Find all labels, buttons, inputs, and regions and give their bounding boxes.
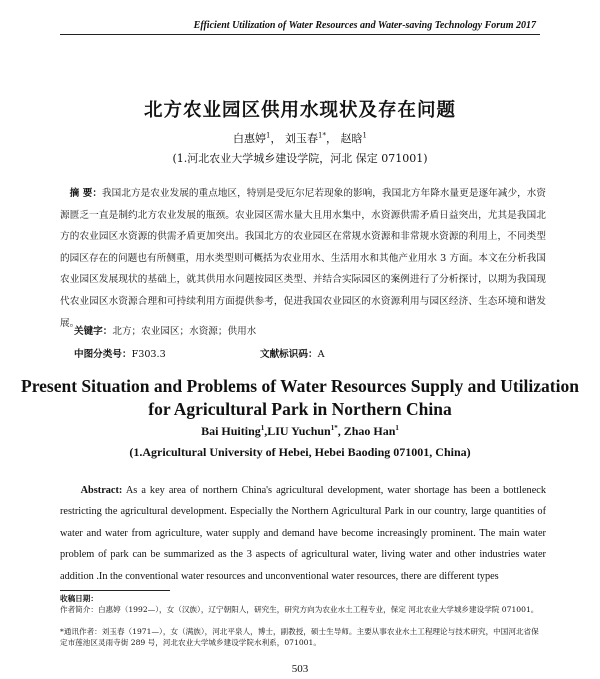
author-affil-mark: 1: [362, 131, 367, 140]
chinese-affiliation: (1.河北农业大学城乡建设学院，河北 保定 071001): [172, 152, 428, 165]
running-header: [60, 18, 540, 35]
author-name: , Zhao Han: [337, 424, 396, 438]
received-date: 收稿日期：: [60, 594, 98, 603]
author-affil-mark: 1*: [318, 131, 326, 140]
author-name: ,LIU Yuchun: [264, 424, 331, 438]
chinese-keywords: [74, 323, 256, 337]
keywords-text: 北方；农业园区；水资源；供用水: [112, 326, 257, 337]
chinese-abstract: [60, 183, 546, 334]
chinese-authors: 白惠婷$^1$， 刘玉春$^{1*}$， 赵晗$^1$: [233, 131, 367, 145]
abstract-label: 摘 要：: [69, 188, 103, 199]
document-code: [260, 346, 325, 360]
doc-code-value: A: [317, 349, 325, 360]
english-title-line: Present Situation and Problems of Water Resources Supply and Utilization: [21, 376, 579, 396]
author-bio: 作者简介：白惠婷（1992—），女（汉族），辽宁朝阳人，研究生，研究方向为农业水土工程专业，保定 河北农业大学城乡建设学院 071001。: [60, 605, 539, 614]
author-affil-mark: 1: [266, 131, 271, 140]
journal-title: Efficient Utilization of Water Resources and Water-saving Technology Forum 2017: [193, 20, 536, 31]
doc-code-label: 文献标识码：: [260, 349, 318, 360]
abstract-text: 我国北方是农业发展的重点地区，特别是受厄尔尼若现象的影响，我国北方年降水量更是逐年减少，水资源匮乏一直是制约北方农业发展的瓶颈。农业园区需水量大且用水集中，水资源供需矛盾日益突出，尤其是我国北方的农业园区水资源的供需矛盾更加突出。我国北方的农业园区在常规水资源和非常规水资源的利用上，不同类型的园区存在的问题也有所侧重，用水类型则可概括为农业用水、生活用水和其他产业用水 3 方面。本文在分析我国农业园区发展现状的基础上，就其供用水问题按园区类型、并结合实际园区的案例进行了分析探讨，以期为我国现代农业园区水资源合理和可持续利用方面提供参考，促进我国农业园区的水资源利用与园区经济、生态环境和谐发展。: [60, 188, 546, 329]
abstract-text: As a key area of northern China's agricultural development, water shortage has been a bottleneck restricting the agricultural development. Especially the Northern Agricultural Park in our country, large quantities of water and water from agriculture, water supply and demand have become increasingly prominent. The main water problem of park can be summarized as the 3 aspects of agricultural water, living water and other industries water addition .In the conventional water resources and unconventional water resources, there are different types: [60, 485, 546, 582]
author-name: 赵晗: [340, 132, 363, 145]
abstract-label: Abstract:: [80, 485, 123, 496]
chinese-title: 北方农业园区供用水现状及存在问题: [143, 100, 456, 121]
author-name: Bai Huiting: [201, 424, 261, 438]
english-title-line: for Agricultural Park in Northern China: [148, 399, 452, 419]
english-abstract: [60, 480, 546, 587]
english-affiliation: (1.Agricultural University of Hebei, Hebei Baoding 071001, China): [129, 445, 471, 459]
clc-label: 中图分类号：: [74, 349, 132, 360]
author-name: 刘玉春: [285, 132, 319, 145]
clc-value: F303.3: [131, 349, 166, 360]
corresponding-author: *通讯作者：刘玉春（1971—），女（满族），河北平泉人，博士，副教授，硕士生导师。主要从事农业水土工程理论与技术研究，中国河北省保定市莲池区灵雨寺街 289 号，河北农业大学城乡建设学院水利系，071001。: [60, 627, 539, 647]
page-number: 503: [291, 663, 309, 675]
author-affil-mark: 1: [395, 424, 399, 432]
author-affil-mark: 1*: [330, 424, 338, 432]
author-affil-mark: 1: [260, 424, 265, 432]
author-name: 白惠婷: [233, 132, 267, 145]
english-title: [0, 375, 600, 421]
footnote-divider: [60, 590, 170, 591]
keywords-label: 关键字：: [74, 326, 113, 337]
classification-number: [74, 346, 166, 360]
english-authors: [0, 424, 600, 439]
